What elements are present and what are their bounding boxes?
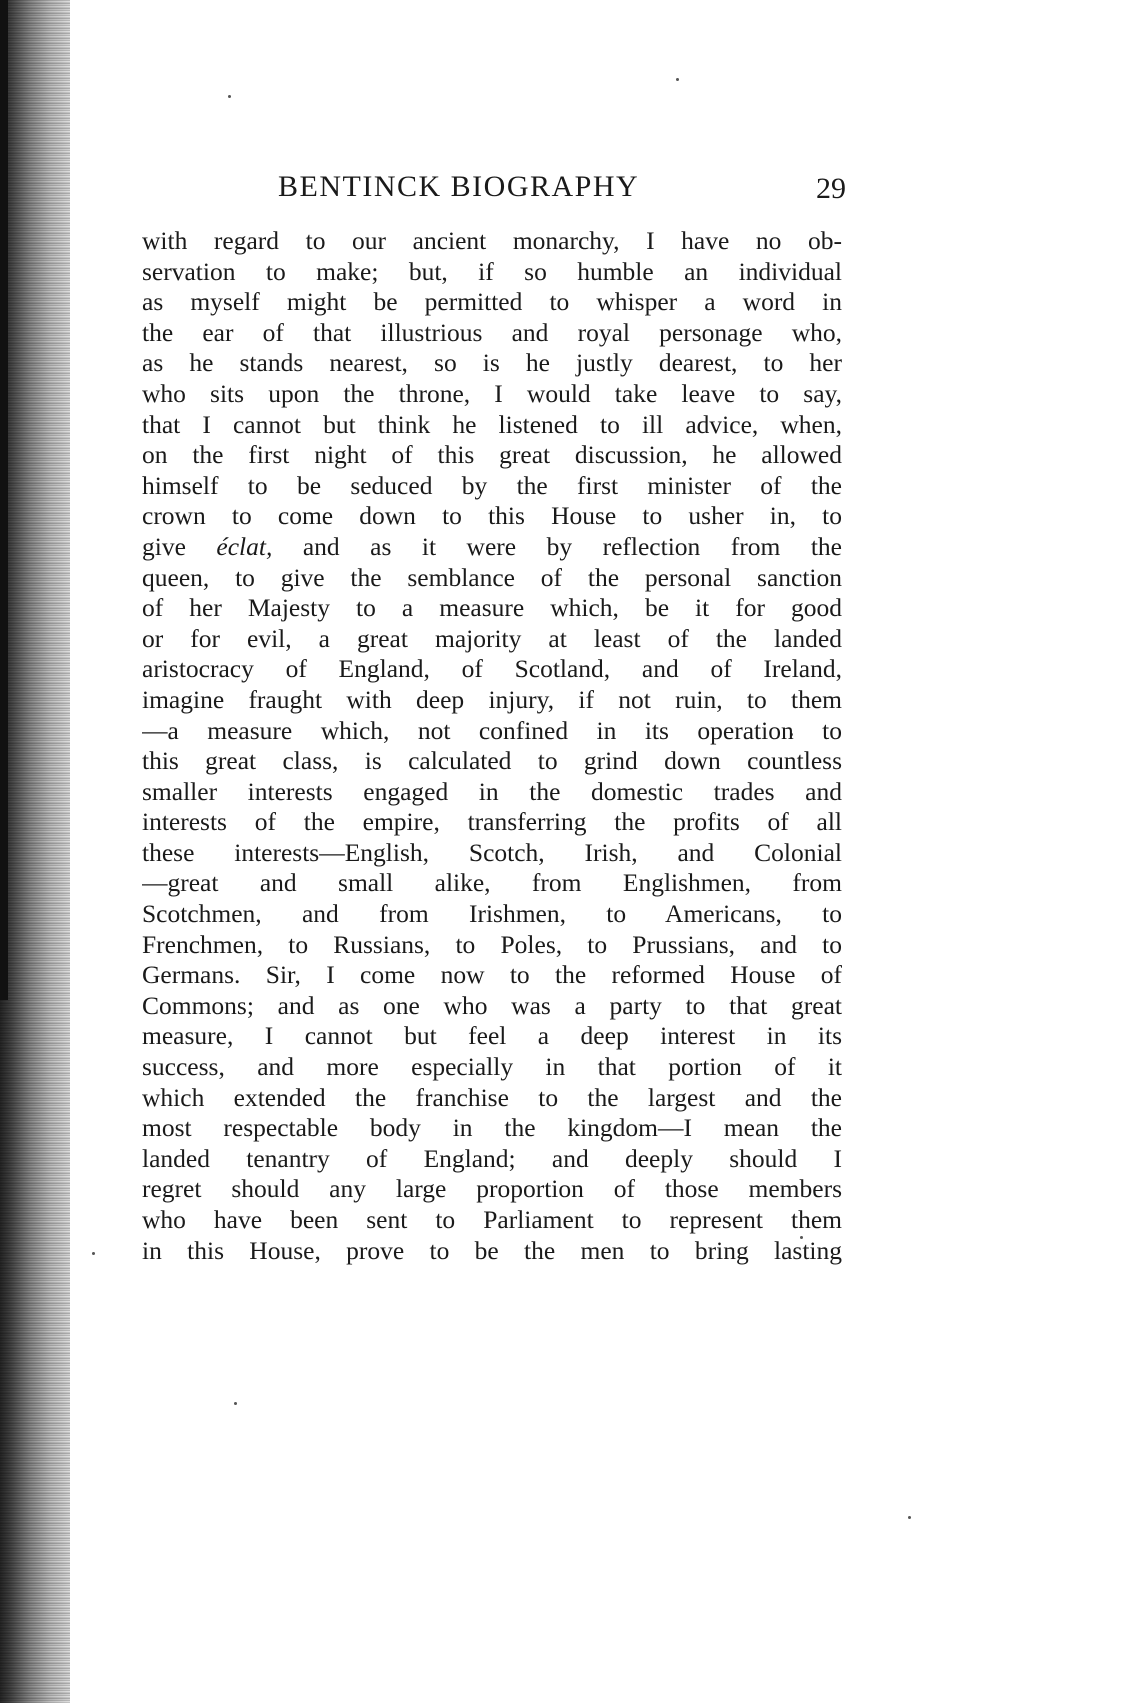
binding-edge [0,0,8,1000]
italic-word: éclat, [216,531,273,561]
text-line: regret should any large proportion of those members [142,1174,842,1204]
line-segment: give [142,531,217,561]
text-line: the ear of that illustrious and royal personage who, [142,317,842,347]
text-line: of her Majesty to a measure which, be it for good [142,593,842,623]
text-line: Scotchmen, and from Irishmen, to Americans, to [142,899,842,929]
text-line: —a measure which, not confined in its operation to [142,715,842,745]
running-head [142,170,846,226]
scan-speck [676,78,679,81]
text-line: who have been sent to Parliament to represent them [142,1205,842,1234]
scan-speck [234,1402,237,1405]
text-line: that I cannot but think he listened to ill advice, when, [142,409,842,439]
text-line: interests of the empire, transferring the profits of all [142,807,842,837]
text-line: crown to come down to this House to usher in, to [142,501,842,531]
scan-speck [228,95,231,98]
text-line: measure, I cannot but feel a deep interest in its [142,1021,842,1051]
text-line-with-italic [142,532,842,563]
scan-speck [92,1252,95,1255]
text-line: servation to make; but, if so humble an individual [142,256,842,286]
text-line: with regard to our ancient monarchy, I have no ob- [142,226,842,255]
text-line: queen, to give the semblance of the personal sanction [142,562,842,592]
text-line: success, and more especially in that portion of it [142,1052,842,1082]
text-line: imagine fraught with deep injury, if not ruin, to them [142,684,842,714]
running-title: BENTINCK BIOGRAPHY [278,170,640,203]
text-line: aristocracy of England, of Scotland, and of Ireland, [142,654,842,684]
text-line: as myself might be permitted to whisper a word in [142,287,842,317]
text-line: this great class, is calculated to grind down countless [142,746,842,776]
text-line: most respectable body in the kingdom—I mean the [142,1113,842,1143]
text-line: in this House, prove to be the men to bring lasting [142,1235,842,1265]
text-line: landed tenantry of England; and deeply should I [142,1143,842,1173]
text-line: which extended the franchise to the largest and the [142,1082,842,1112]
text-line: as he stands nearest, so is he justly dearest, to her [142,348,842,378]
text-line: these interests—English, Scotch, Irish, and Colonial [142,837,842,867]
scan-speck [908,1516,911,1519]
text-line: who sits upon the throne, I would take leave to say, [142,378,842,408]
text-line: Germans. Sir, I come now to the reformed House of [142,960,842,990]
body-text [142,226,842,1266]
text-line: smaller interests engaged in the domestic trades and [142,776,842,806]
text-line: on the first night of this great discussion, he allowed [142,440,842,470]
page-gutter-shadow [0,0,70,1703]
text-line: himself to be seduced by the first minister of the [142,470,842,500]
book-page [142,170,846,1266]
text-line: Commons; and as one who was a party to that great [142,990,842,1020]
page-number: 29 [816,172,846,205]
text-line: or for evil, a great majority at least of the landed [142,623,842,653]
text-line: —great and small alike, from Englishmen, from [142,868,842,898]
line-segment: and as it were by reflection from the [272,531,842,561]
text-line: Frenchmen, to Russians, to Poles, to Prussians, and to [142,929,842,959]
